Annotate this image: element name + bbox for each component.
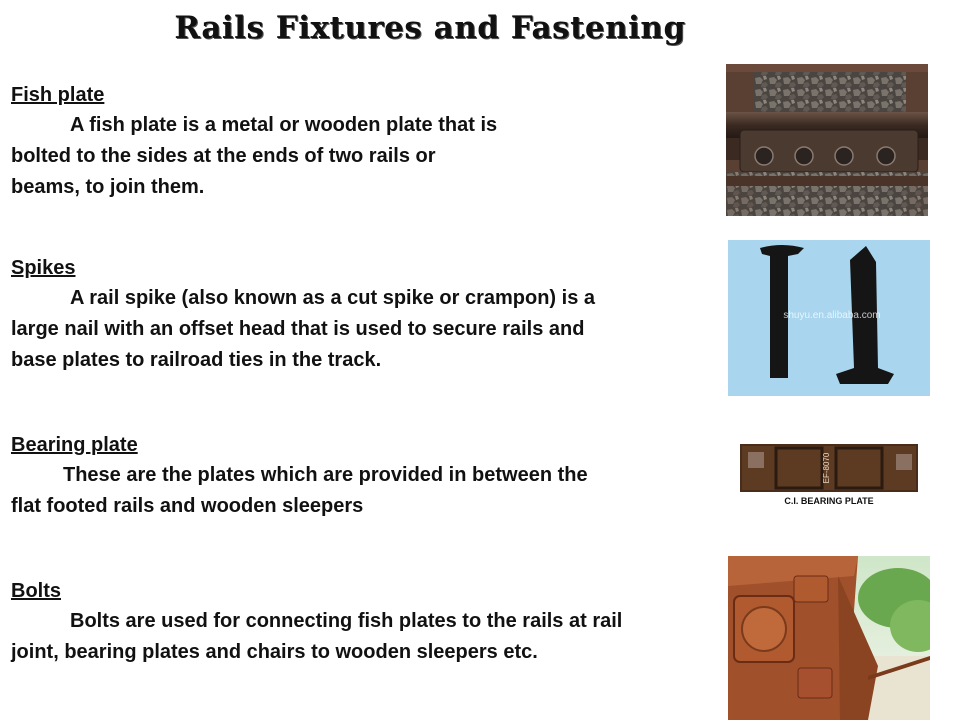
watermark-text: shuyu.en.alibaba.com bbox=[783, 310, 881, 321]
section-body: A rail spike (also known as a cut spike or crampon) is a large nail with an offset head that is used to secure rails and base plates to railroad ties in the track. bbox=[11, 287, 595, 371]
page-title: Rails Fixtures and Fastening bbox=[174, 10, 686, 46]
section-body: These are the plates which are provided in between the flat footed rails and wooden sleepers bbox=[11, 464, 588, 517]
spikes-image bbox=[728, 240, 930, 396]
section-spikes bbox=[11, 253, 595, 376]
section-heading: Bolts bbox=[11, 580, 61, 602]
plate-caption: C.I. BEARING PLATE bbox=[784, 496, 874, 506]
section-heading: Bearing plate bbox=[11, 434, 138, 456]
section-fish-plate bbox=[11, 80, 497, 203]
section-body: Bolts are used for connecting fish plates to the rails at rail joint, bearing plates and chairs to wooden sleepers etc. bbox=[11, 610, 623, 663]
section-body: A fish plate is a metal or wooden plate that is bolted to the sides at the ends of two rails or beams, to join them. bbox=[11, 114, 498, 198]
bolts-image bbox=[728, 556, 930, 720]
section-heading: Fish plate bbox=[11, 84, 105, 106]
section-bolts bbox=[11, 576, 622, 668]
section-bearing-plate bbox=[11, 430, 588, 522]
plate-stamp: EF-8070 bbox=[822, 452, 831, 484]
bearing-plate-image bbox=[736, 440, 922, 510]
fish-plate-image bbox=[726, 64, 928, 216]
section-heading: Spikes bbox=[11, 257, 76, 279]
